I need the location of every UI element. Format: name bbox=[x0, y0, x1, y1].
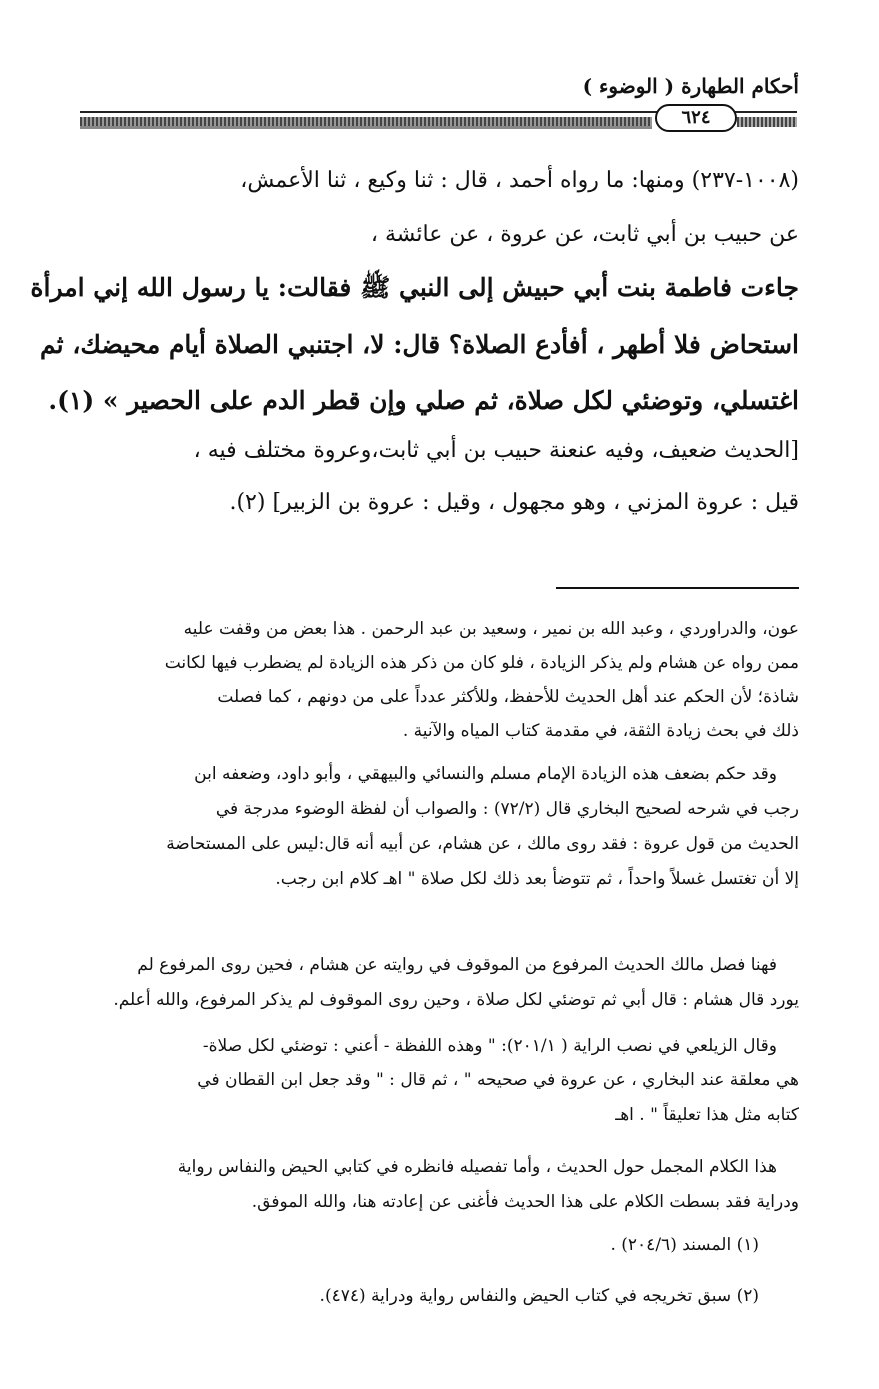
page-number: ٦٢٤ bbox=[655, 104, 737, 132]
hadith-line: اغتسلي، وتوضئي لكل صلاة، ثم صلي وإن قطر الدم على الحصير » (١). bbox=[48, 386, 799, 415]
footnote-line: عون، والدراوردي ، وعبد الله بن نمير ، وسعيد بن عبد الرحمن . هذا بعض من وقفت عليه bbox=[183, 619, 799, 639]
header-rule-right bbox=[737, 117, 797, 127]
footnote-line: هذا الكلام المجمل حول الحديث ، وأما تفصيله فانظره في كتابي الحيض والنفاس رواية bbox=[177, 1157, 777, 1177]
text-line: (١٠٠٨-٢٣٧) ومنها: ما رواه أحمد ، قال : ثنا وكيع ، ثنا الأعمش، bbox=[240, 168, 799, 193]
running-header-title: أحكام الطهارة ( الوضوء ) bbox=[582, 74, 799, 98]
hadith-line: استحاض فلا أطهر ، أفأدع الصلاة؟ قال: لا، اجتنبي الصلاة أيام محيضك، ثم bbox=[40, 330, 799, 359]
grading-line: [الحديث ضعيف، وفيه عنعنة حبيب بن أبي ثابت،وعروة مختلف فيه ، bbox=[193, 438, 799, 463]
footnote-line: فهنا فصل مالك الحديث المرفوع من الموقوف في روايته عن هشام ، فحين روى المرفوع لم bbox=[137, 955, 777, 975]
footnote-reference-1: (١) المسند (٢٠٤/٦) . bbox=[610, 1235, 759, 1255]
footnote-line: الحديث من قول عروة : فقد روى مالك ، عن هشام، عن أبيه أنه قال:ليس على المستحاضة bbox=[166, 834, 799, 854]
footnote-reference-2: (٢) سبق تخريجه في كتاب الحيض والنفاس رواية ودراية (٤٧٤). bbox=[319, 1286, 759, 1306]
footnote-line: هي معلقة عند البخاري ، عن عروة في صحيحه " ، ثم قال : " وقد جعل ابن القطان في bbox=[197, 1070, 799, 1090]
footnote-line: ذلك في بحث زيادة الثقة، في مقدمة كتاب المياه والآنية . bbox=[402, 721, 799, 741]
footnote-line: إلا أن تغتسل غسلاً واحداً ، ثم تتوضأ بعد ذلك لكل صلاة " اهـ كلام ابن رجب. bbox=[275, 869, 799, 889]
footnote-line: ودراية فقد بسطت الكلام على هذا الحديث فأغنى عن إعادته هنا، والله الموفق. bbox=[251, 1192, 799, 1212]
footnote-line: وقال الزيلعي في نصب الراية ( ٢٠١/١): " وهذه اللفظة - أعني : توضئي لكل صلاة- bbox=[202, 1036, 777, 1056]
footnote-line: رجب في شرحه لصحيح البخاري قال (٧٢/٢) : والصواب أن لفظة الوضوء مدرجة في bbox=[215, 799, 799, 819]
hadith-line: جاءت فاطمة بنت أبي حبيش إلى النبي ﷺ فقالت: يا رسول الله إني امرأة bbox=[30, 273, 799, 302]
footnote-line: شاذة؛ لأن الحكم عند أهل الحديث للأحفظ، وللأكثر عدداً على من دونهم ، كما فصلت bbox=[217, 687, 799, 707]
footnote-line: يورد قال هشام : قال أبي ثم توضئي لكل صلاة ، وحين روى الموقوف لم يذكر المرفوع، والله أعلم. bbox=[113, 990, 799, 1010]
grading-line: قيل : عروة المزني ، وهو مجهول ، وقيل : عروة بن الزبير] (٢). bbox=[229, 490, 799, 515]
text-line: عن حبيب بن أبي ثابت، عن عروة ، عن عائشة ، bbox=[370, 222, 799, 247]
footnote-line: وقد حكم بضعف هذه الزيادة الإمام مسلم والنسائي والبيهقي ، وأبو داود، وضعفه ابن bbox=[194, 764, 777, 784]
footnote-line: كتابه مثل هذا تعليقاً " . اهـ bbox=[615, 1105, 799, 1125]
header-rule-left-underline bbox=[80, 126, 652, 129]
footnote-separator bbox=[556, 587, 799, 589]
footnote-line: ممن رواه عن هشام ولم يذكر الزيادة ، فلو كان من ذكر هذه الزيادة لم يضطرب فيها لكانت bbox=[164, 653, 799, 673]
